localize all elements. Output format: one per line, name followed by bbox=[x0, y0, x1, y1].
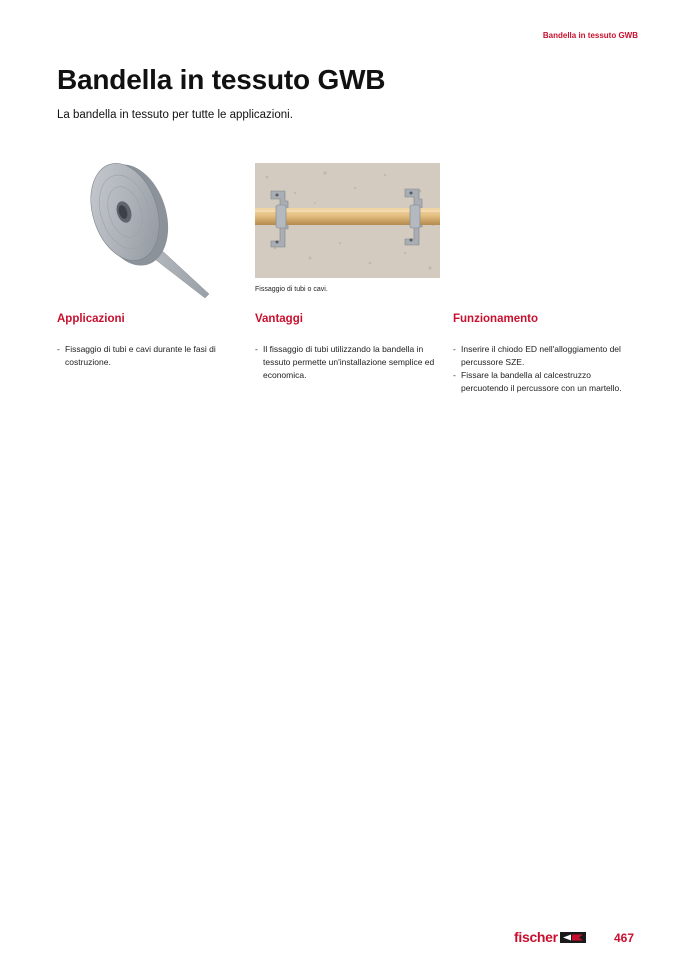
section-vantaggi bbox=[255, 313, 440, 382]
brand-name: fischer bbox=[514, 929, 558, 945]
band-roll-image bbox=[85, 158, 210, 303]
section-heading: Applicazioni bbox=[57, 313, 125, 325]
list-item: - Fissare la bandella al calcestruzzo percuotendo il percussore con un martello. bbox=[453, 369, 638, 395]
installation-photo bbox=[255, 163, 440, 278]
section-applicazioni bbox=[57, 313, 242, 369]
page-number: 467 bbox=[614, 931, 635, 945]
logo-mark-icon bbox=[560, 932, 586, 943]
page-title: Bandella in tessuto GWB bbox=[57, 64, 386, 95]
list-item: - Inserire il chiodo ED nell'alloggiamento del percussore SZE. bbox=[453, 343, 638, 369]
section-heading: Funzionamento bbox=[453, 313, 538, 325]
bullet-list bbox=[57, 343, 242, 369]
bullet-list bbox=[255, 343, 440, 382]
list-item: - Fissaggio di tubi e cavi durante le fasi di costruzione. bbox=[57, 343, 242, 369]
page-subtitle: La bandella in tessuto per tutte le applicazioni. bbox=[57, 109, 293, 121]
section-heading: Vantaggi bbox=[255, 313, 303, 325]
list-item: - Il fissaggio di tubi utilizzando la bandella in tessuto permette un'installazione semplice ed economica. bbox=[255, 343, 440, 382]
section-funzionamento bbox=[453, 313, 638, 395]
running-head: Bandella in tessuto GWB bbox=[542, 31, 638, 40]
bullet-list bbox=[453, 343, 638, 395]
figure-caption: Fissaggio di tubi o cavi. bbox=[255, 286, 328, 293]
fischer-logo bbox=[514, 928, 586, 946]
